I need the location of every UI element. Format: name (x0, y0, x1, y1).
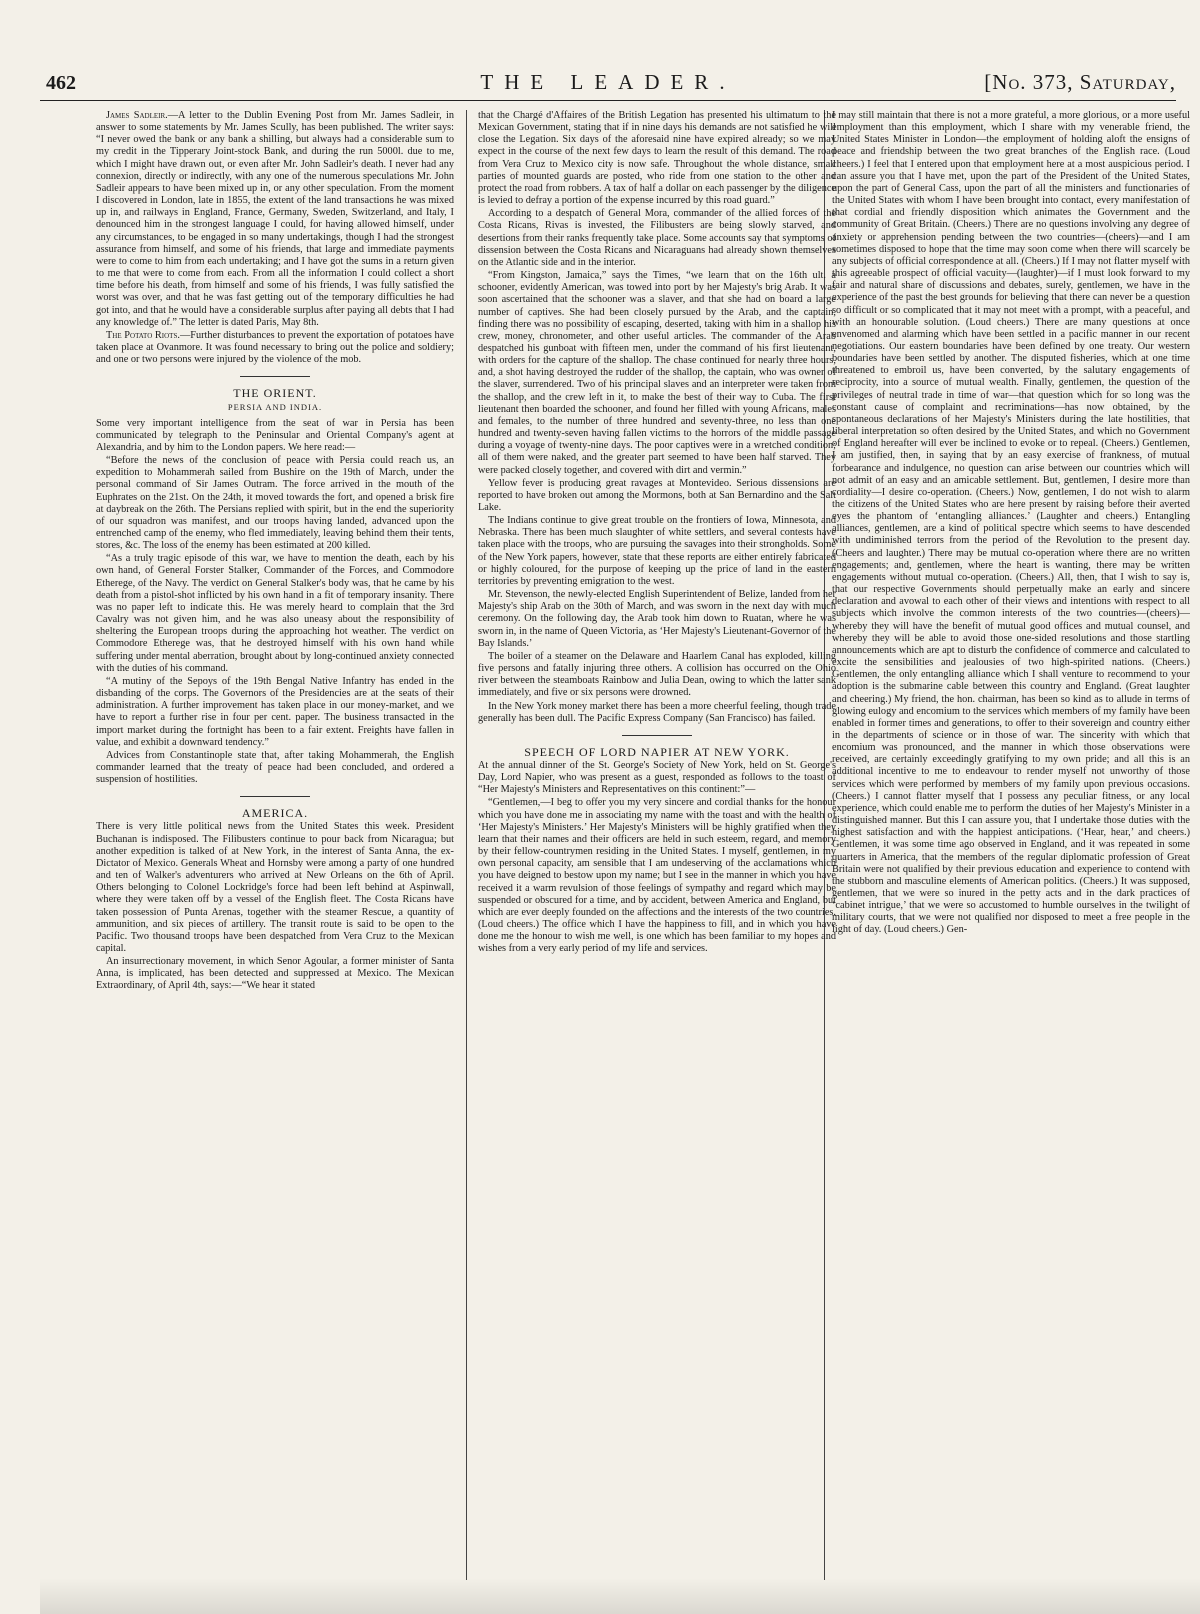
article-text: —A letter to the Dublin Evening Post from Mr. James Sadleir, in answer to some statements by Mr. James Scully, has been published. The writer says: “I never owed the bank or any bank a shilling, but always had a considerable sum to my credit in the Tipperary Joint-stock Bank, and during the run 5000l. due to me, which I might have drawn out, or even after Mr. John Sadleir's death. I never had any connexion, directly or indirectly, with any one of the numerous speculations Mr. John Sadleir appears to have been mixed up in, or any other speculation. From the moment I discovered in London, late in 1855, the extent of the land transactions he was mixed up in, and railways in England, France, Germany, Sweden, Switzerland, and Italy, I denounced him in the strongest language I could, for having allowed himself, under any circumstances, to be engaged in so many undertakings, though I had the strongest assurance from himself, and some of his friends, that large and immediate payments were to come to him from each undertaking; and I have got the sums in a return given to me that were to come from each. From all the information I could collect a short time before his death, from himself and some of his friends, I was fully satisfied the worst was over, and that he was fast getting out of the temporary difficulties he had got into, and that he would have a considerable surplus after paying all debts that I had any knowledge of.” The letter is dated Paris, May 8th. (96, 110, 454, 328)
column-1 (96, 110, 454, 1578)
section-divider (622, 735, 692, 736)
paragraph: “Before the news of the conclusion of peace with Persia could reach us, an expedition to Mohammerah sailed from Bushire on the 19th of March, under the personal command of Sir James Outram. The force arrived in the mouth of the Euphrates on the 21st. On the 24th, it moved towards the fort, and opened a brisk fire at daybreak on the 26th. The Persians replied with spirit, but in the end the superiority of our squadron was manifest, and our troops having landed, advanced upon the entrenched camp of the enemy, who fled immediately, leaving behind them their tents, stores, &c. The loss of the enemy has been estimated at 200 killed. (96, 455, 454, 552)
paragraph: The Indians continue to give great trouble on the frontiers of Iowa, Minnesota, and Nebraska. There has been much slaughter of white settlers, and several contests have taken place with the troops, who are pursuing the savages into their strongholds. Some of the New York papers, however, state that these reports are either entirely fabricated or highly coloured, for the purpose of keeping up the price of land in the eastern territories by preventing emigration to the west. (478, 515, 836, 587)
column-2 (478, 110, 836, 1578)
column-rule (466, 110, 467, 1580)
paragraph: “As a truly tragic episode of this war, we have to mention the death, each by his own hand, of General Forster Stalker, Commander of the Forces, and Commodore Etherege, of the Navy. The verdict on General Stalker's body was, that he came by his death from a pistol-shot inflicted by his own hand in a fit of temporary insanity. There was no paper left to indicate this. He was merely heard to complain that the 3rd Cavalry was not given him, and he was also uneasy about the responsibility of sheltering the European troops during the approaching hot weather. The verdict on Commodore Etherege was, that he destroyed himself with his own hand while suffering under mental aberration, brought about by long-continued anxiety connected with the duties of his command. (96, 553, 454, 674)
paragraph: I may still maintain that there is not a more grateful, a more glorious, or a more useful employment than this employment, which I share with my venerable friend, the United States Minister in London—the employment of holding aloft the ensigns of peace and friendship between the two great branches of the English race. (Loud cheers.) I feel that I entered upon that employment here at a most auspicious period. I can assure you that I have met, upon the part of the President of the United States, upon the part of General Cass, upon the part of all the ministers and functionaries of the United States with whom I have been brought into contact, every manifestation of that cordial and friendly disposition which animates the Government and the community of Great Britain. (Cheers.) There are no questions involving any degree of anxiety or apprehension pending between the two countries—(cheers)—and I am sometimes disposed to hope that the time may soon come when there will scarcely be any subjects of official correspondence at all. (Cheers.) If I may not flatter myself with this agreeable prospect of official vacuity—(laughter)—if I must look forward to my fair and natural share of discussions and debates, surely, gentlemen, we have in the experience of the past the best grounds for believing that there can never be a question so difficult or so complicated that it may not meet with a prompt, with a peaceful, and with an honourable solution. (Loud cheers.) There are many questions at once envenomed and alarming which have been settled in a pacific manner in our recent negotiations. Our eastern boundaries have been defined by one treaty. Our western boundaries have been settled by another. The disputed fisheries, which at one time threatened to embroil us, have been converted, by the salutary engagements of reciprocity, into a source of mutual wealth. Finally, gentlemen, the question of the privileges of neutral trade in time of war—that question which for so long was the constant cause of complaint and recriminations—has now obtained, by the spontaneous declarations of her Majesty's Ministers during the late hostilities, that liberal interpretation so often desired by the United States, and which no Government of England hereafter will ever be inclined to evoke or to repeal. (Cheers.) Gentlemen, I am justified, then, in saying that by an easy exercise of frankness, of mutual forbearance and indulgence, no question can arise between our countries which will not admit of an easy and an amicable settlement. But, gentlemen, I desire more than cordiality—I desire co-operation. (Cheers.) Now, gentlemen, I do not wish to alarm the citizens of the United States who are here present by raising before their averted eyes the phantom of ‘entangling alliances.’ (Laughter and cheers.) Entangling alliances, gentlemen, are a kind of political spectre which seems to have descended with undiminished terrors from the period of the Revolution to the present day. (Cheers and laughter.) There may be mutual co-operation where there are no written engagements; and, gentlemen, where the heart is wanting, there may be written engagements without mutual co-operation. (Cheers.) All, then, that I wish to say is, that our respective Governments should perpetually make an early and sincere declaration and avowal to each other of their views and intentions with respect to all subjects which involve the common interests of the two countries—(cheers)—whereby they will have the benefit of mutual good offices and mutual counsel, and whereby they will be able to avoid those one-sided resolutions and those startling announcements which are apt to disturb the confidence of commerce and calculated to excite the sensibilities and jealousies of two high-spirited nations. (Cheers.) Gentlemen, the only entangling alliance which I shall venture to recommend to your adoption is the submarine cable between this country and England. (Great laughter and cheering.) My friend, the hon. chairman, has been so kind as to allude in terms of glowing eulogy and encomium to the services which members of my family have been enabled in former times and generations, to offer to their sovereign and country either in the departments of science or in those of war. The sincerity with which that encomium was pronounced, and the manner in which those observations were received, are certainly exceedingly gratifying to my own pride; and all this is an additional incentive to me to endeavour to render myself not unworthy of those services which were performed by members of my family upon previous occasions. (Cheers.) I cannot flatter myself that I possess any peculiar fitness, or any local experience, which could enable me to perform the duties of her Majesty's Minister in a distinguished manner. But this I can assure you, that I undertake those duties with the highest satisfaction and with the happiest anticipations. (‘Hear, hear,’ and cheers.) Gentlemen, it was some time ago observed in England, and it was repeated in some quarters in America, that the members of the regular diplomatic profession of Great Britain were not qualified by their previous education and experience to contend with the stubborn and masculine elements of American politics. (Cheers.) It was supposed, gentlemen, that we were so inured in the petty acts and in the dark practices of ‘cabinet intrigue,’ that we were so accustomed to humble ourselves in the twilight of military courts, that we were not qualified nor disposed to meet a free people in the light of day. (Loud cheers.) Gen- (832, 110, 1190, 936)
paragraph: that the Chargé d'Affaires of the British Legation has presented his ultimatum to the Mexican Government, stating that if in nine days his demands are not satisfied he will close the Legation. Six days of the aforesaid nine have expired already; so we may expect in the course of the next few days to learn the result of this demand. The road from Vera Cruz to Mexico city is now safe. Throughout the whole distance, small parties of mounted guards are posted, who ride from one station to the other and protect the road from robbers. A tax of half a dollar on each passenger by the diligence is levied to defray a portion of the expense incurred by this road guard.” (478, 110, 836, 207)
paragraph: The boiler of a steamer on the Delaware and Haarlem Canal has exploded, killing five persons and fatally injuring three others. A collision has occurred on the Ohio river between the steamboats Rainbow and Julia Dean, owing to which the latter sank immediately, and five or six persons were drowned. (478, 650, 836, 699)
section-heading-america: AMERICA. (241, 806, 309, 821)
section-subheading: PERSIA AND INDIA. (227, 402, 323, 413)
paragraph: Yellow fever is producing great ravages at Montevideo. Serious dissensions are reported to have broken out among the Mormons, both at San Bernardino and the Salt Lake. (478, 477, 836, 513)
page-number: 462 (46, 72, 76, 94)
paragraph: Mr. Stevenson, the newly-elected English Superintendent of Belize, landed from her Majesty's ship Arab on the 30th of March, and was sworn in the next day with much ceremony. On the following day, the Arab took him down to Ruatan, where he was sworn in, in the name of Queen Victoria, as ‘Her Majesty's Lieutenant-Governor of the Bay Islands.’ (478, 589, 836, 649)
masthead (40, 70, 1176, 101)
article-lead: The Potato Riots. (106, 329, 180, 341)
article-sadleir (96, 110, 454, 329)
paragraph: There is very little political news from the United States this week. President Buchanan is indisposed. The Filibusters continue to pour back from Nicaragua; but another expedition is talked of at New York, in the interest of Santa Anna, the ex-Dictator of Mexico. Generals Wheat and Hornsby were among a party of one hundred and ten of Walker's adventurers who arrived at New Orleans on the 6th of April. Others belonging to Colonel Lockridge's force had been left behind at Aspinwall, where they were taken off by a vessel of the English fleet. The Costa Ricans have taken possession of Punta Arenas, together with the steamer Rescue, a quantity of ammunition, and six pieces of artillery. The transit route is said to be open to the Pacific. Two thousand troops have been despatched from Vera Cruz to the Mexican capital. (96, 821, 454, 954)
page-edge-shadow (40, 1578, 1200, 1614)
paragraph: In the New York money market there has been a more cheerful feeling, though trade generally has been dull. The Pacific Express Company (San Francisco) has failed. (478, 700, 836, 724)
article-lead: James Sadleir. (106, 110, 168, 121)
paragraph: “A mutiny of the Sepoys of the 19th Bengal Native Infantry has ended in the disbanding of the corps. The Governors of the Presidencies are at the seats of their administration. A further improvement has taken place in our money-market, and we have to report a further rise in four per cent. paper. The business transacted in the import market during the fortnight has been to a fair extent. Freights have fallen in value, and exhibit a downward tendency.” (96, 675, 454, 748)
paper-title: THE LEADER. (480, 70, 736, 94)
article-potato-riots (96, 330, 454, 366)
article-text: —Further disturbances to prevent the exportation of potatoes have taken place at Ovanmore. It was found necessary to bring out the police and soldiery; and one or two persons were injured by the violence of the mob. (96, 329, 454, 366)
section-divider (240, 376, 310, 377)
paragraph: Advices from Constantinople state that, after taking Mohammerah, the English commander learned that the treaty of peace had been concluded, and ordered a suspension of hostilities. (96, 749, 454, 786)
section-heading-orient: THE ORIENT. (233, 386, 317, 401)
paragraph: Some very important intelligence from the seat of war in Persia has been communicated by telegraph to the Peninsular and Oriental Company's agent at Alexandria, and by him to the London papers. We here read:— (96, 417, 454, 453)
column-3 (832, 110, 1190, 1578)
paragraph: An insurrectionary movement, in which Senor Agoular, a former minister of Santa Anna, is implicated, has been detected and suppressed at Mexico. The Mexican Extraordinary, of April 4th, says:—“We hear it stated (96, 956, 454, 992)
section-divider (240, 796, 310, 797)
paragraph: At the annual dinner of the St. George's Society of New York, held on St. George's Day, Lord Napier, who was present as a guest, responded as follows to the toast of “Her Majesty's Ministers and Representatives on this continent:”— (478, 759, 836, 796)
paragraph: According to a despatch of General Mora, commander of the allied forces of the Costa Ricans, Rivas is invested, the Filibusters are being slowly starved, and desertions from their ranks frequently take place. Some accounts say that symptoms of dissension between the Costa Ricans and Nicaraguans had already shown themselves on the Atlantic side and in the interior. (478, 208, 836, 268)
paragraph: “From Kingston, Jamaica,” says the Times, “we learn that on the 16th ult. a schooner, evidently American, was towed into port by her Majesty's brig Arab. It was soon ascertained that the schooner was a slaver, and that she had on board a large number of captives. She had been closely pursued by the Arab, and the captain, finding there was no possibility of escaping, deserted, taking with him in a shallop his crew, money, chronometer, and other useful articles. The commander of the Arab despatched his gunboat with fifteen men, under the command of his first lieutenant, with orders for the capture of the shallop. The chase continued for nearly three hours, and, a shot having destroyed the rudder of the shallop, the captain, who was owner of the slaver, surrendered. Two of his principal slaves and an interpreter were taken from the shallop, and the crew left in it, to make the best of their way to Cuba. The first lieutenant then boarded the schooner, and found her filled with young Africans, males and females, to the number of three hundred and seventy-three, no less than one hundred and twenty-seven having fallen victims to the horrors of the middle passage during a voyage of twenty-nine days. The poor captives were in a wretched condition; all of them were naked, and the greater part seemed to have been half starved. They were packed closely together, and covered with dirt and vermin.” (478, 270, 836, 476)
issue-number: [No. 373, Saturday, (984, 70, 1176, 94)
paragraph: “Gentlemen,—I beg to offer you my very sincere and cordial thanks for the honour which you have done me in associating my name with the toast and with the health of ‘Her Majesty's Ministers.’ Her Majesty's Ministers will be highly gratified when they learn that their names and their officers are held in such esteem, regard, and memory by their fellow-countrymen residing in the United States. I myself, gentlemen, in my own personal capacity, am sensible that I am undeserving of the acclamations which you have deigned to bestow upon my name; but I see in the manner in which you have received it a warm revulsion of those feelings of sympathy and regard which may be suspended or obscured for a time, and by accident, between America and England, but which are ever deeply founded on the affections and the interests of the two countries. (Loud cheers.) The office which I have the happiness to fill, and in which you have done me the honour to wish me well, is one which has been familiar to my hopes and wishes from a very early period of my life and services. (478, 797, 836, 955)
section-heading-napier: SPEECH OF LORD NAPIER AT NEW YORK. (524, 744, 790, 759)
